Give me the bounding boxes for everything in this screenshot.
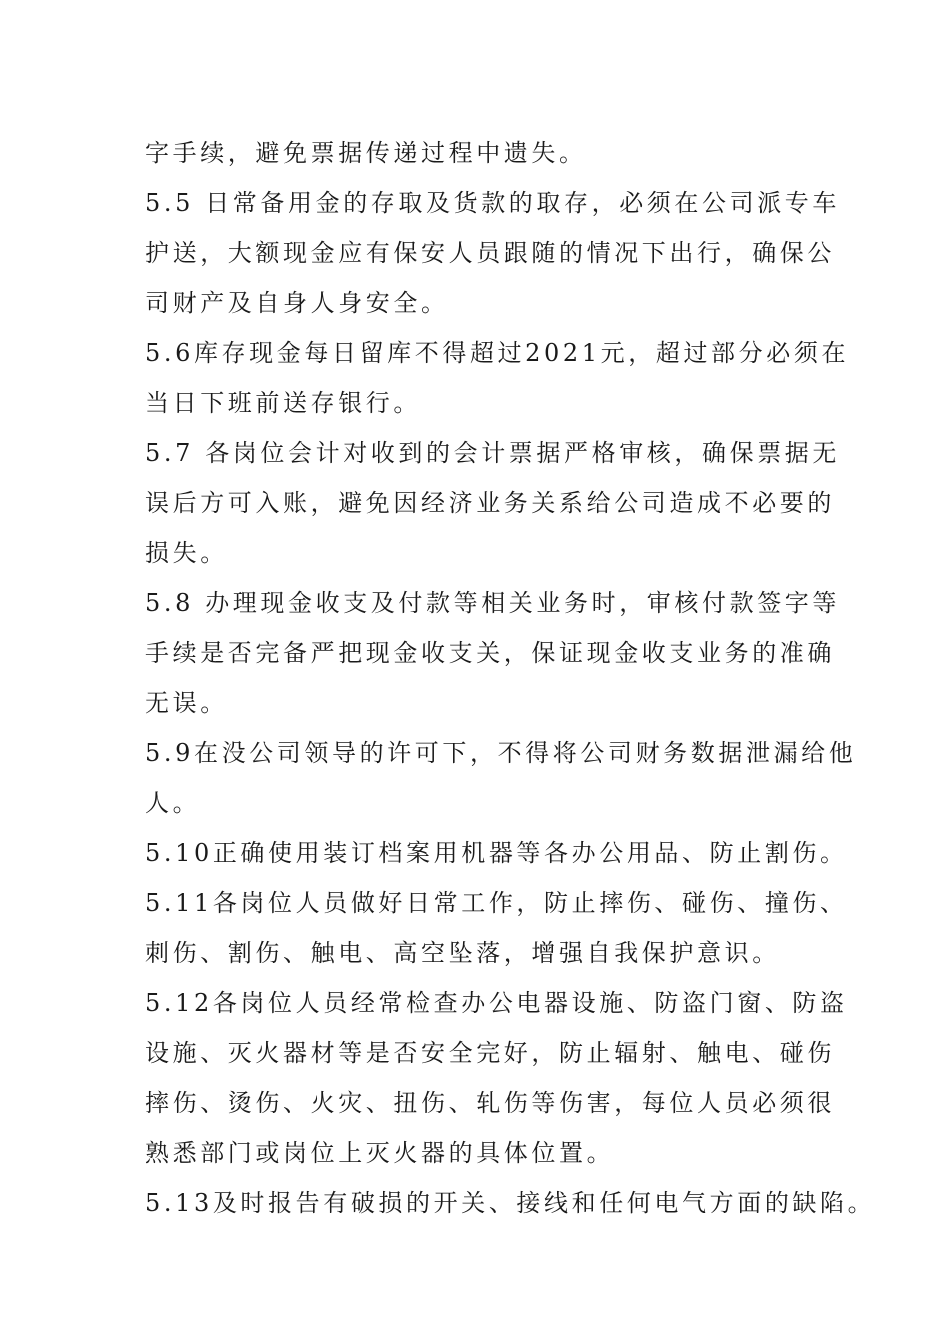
text-line: 误后方可入账，避免因经济业务关系给公司造成不必要的 (145, 489, 835, 517)
text-line: 字手续，避免票据传递过程中遗失。 (145, 139, 587, 167)
text-line: 护送，大额现金应有保安人员跟随的情况下出行，确保公 (145, 239, 835, 267)
text-line: 设施、灭火器材等是否安全完好，防止辐射、触电、碰伤 (145, 1039, 835, 1067)
text-line: 5.13及时报告有破损的开关、接线和任何电气方面的缺陷。 (145, 1189, 876, 1217)
text-line: 5.9在没公司领导的许可下，不得将公司财务数据泄漏给他 (145, 739, 857, 767)
text-line: 无误。 (145, 689, 228, 717)
text-line: 5.6库存现金每日留库不得超过2021元，超过部分必须在 (145, 339, 850, 367)
text-line: 司财产及自身人身安全。 (145, 289, 449, 317)
text-line: 人。 (145, 789, 201, 817)
text-line: 摔伤、烫伤、火灾、扭伤、轧伤等伤害，每位人员必须很 (145, 1089, 835, 1117)
text-line: 熟悉部门或岗位上灭火器的具体位置。 (145, 1139, 615, 1167)
text-line: 当日下班前送存银行。 (145, 389, 421, 417)
text-line: 5.7 各岗位会计对收到的会计票据严格审核，确保票据无 (145, 439, 840, 467)
text-line: 5.10正确使用装订档案用机器等各办公用品、防止割伤。 (145, 839, 848, 867)
text-line: 损失。 (145, 539, 228, 567)
text-line: 5.12各岗位人员经常检查办公电器设施、防盗门窗、防盗 (145, 989, 848, 1017)
document-body (145, 128, 876, 1228)
text-line: 5.11各岗位人员做好日常工作，防止摔伤、碰伤、撞伤、 (145, 889, 848, 917)
text-line: 5.8 办理现金收支及付款等相关业务时，审核付款签字等 (145, 589, 840, 617)
text-line: 5.5 日常备用金的存取及货款的取存，必须在公司派专车 (145, 189, 840, 217)
text-line: 刺伤、割伤、触电、高空坠落，增强自我保护意识。 (145, 939, 780, 967)
text-line: 手续是否完备严把现金收支关，保证现金收支业务的准确 (145, 639, 835, 667)
